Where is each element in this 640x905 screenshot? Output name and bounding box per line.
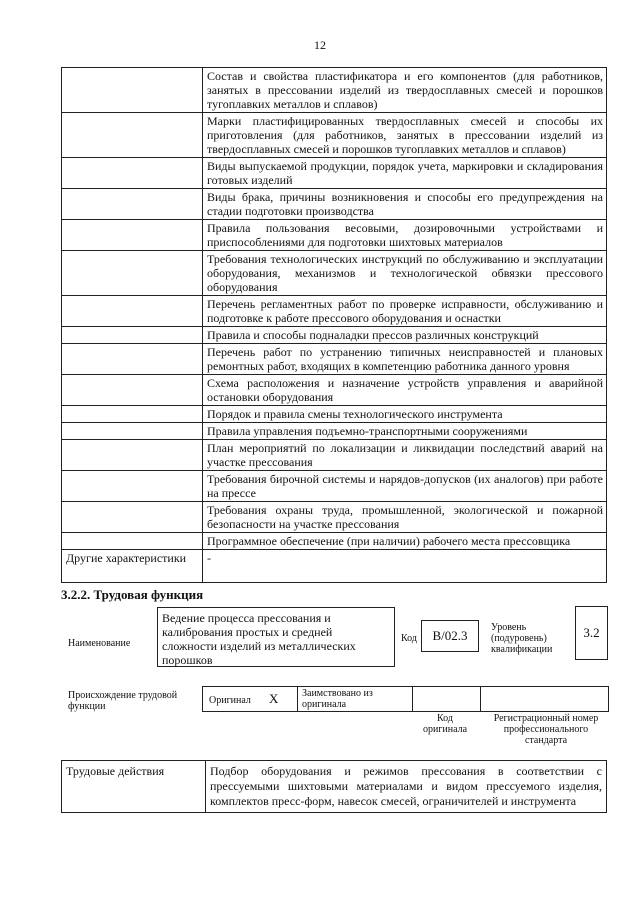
labor-actions-value: Подбор оборудования и режимов прессования в соответствии с прессуемыми шихтовыми материалами и видом прессуемого изделия, комплектов пресс-форм, навесок смесей, ограничителей и инструмента (206, 761, 607, 813)
knowledge-row (62, 406, 607, 423)
knowledge-label-cell (62, 423, 203, 440)
code-original-cell (412, 686, 481, 712)
knowledge-item: Схема расположения и назначение устройств управления и аварийной остановки оборудования (203, 375, 607, 406)
knowledge-row (62, 502, 607, 533)
knowledge-row (62, 296, 607, 327)
knowledge-row (62, 440, 607, 471)
knowledge-item: Требования охраны труда, промышленной, экологической и пожарной безопасности на участке прессования (203, 502, 607, 533)
reg-number-label: Регистрационный номер профессионального стандарта (493, 713, 599, 746)
knowledge-label-cell (62, 327, 203, 344)
origin-label: Происхождение трудовой функции (68, 690, 178, 712)
knowledge-row (62, 220, 607, 251)
code-label: Код (401, 633, 417, 644)
knowledge-row (62, 344, 607, 375)
knowledge-item: Правила управления подъемно-транспортными сооружениями (203, 423, 607, 440)
knowledge-row (62, 471, 607, 502)
knowledge-item: Марки пластифицированных твердосплавных смесей и способы их приготовления (для работников, занятых в прессовании изделий из твердосплавных смесей и порошков тугоплавких металлов и сплавов) (203, 113, 607, 158)
name-label: Наименование (68, 638, 131, 649)
knowledge-item: Виды брака, причины возникновения и способы его предупреждения на стадии подготовки производства (203, 189, 607, 220)
knowledge-row (62, 189, 607, 220)
labor-actions-label: Трудовые действия (62, 761, 206, 813)
qualification-level-box: 3.2 (575, 606, 608, 660)
function-code-box: В/02.3 (421, 620, 479, 652)
labor-actions-row (62, 761, 607, 813)
knowledge-row (62, 251, 607, 296)
knowledge-label-cell (62, 471, 203, 502)
knowledge-row (62, 375, 607, 406)
original-mark: X (269, 691, 279, 706)
knowledge-label-cell (62, 502, 203, 533)
knowledge-item: Правила пользования весовыми, дозировочными устройствами и приспособлениями для подготовки шихтовых материалов (203, 220, 607, 251)
labor-actions-table (61, 760, 607, 813)
code-original-label: Код оригинала (422, 713, 468, 735)
knowledge-row (62, 533, 607, 550)
knowledge-label-cell (62, 296, 203, 327)
knowledge-item: Перечень работ по устранению типичных неисправностей и плановых ремонтных работ, входящих в компетенцию работника данного уровня (203, 344, 607, 375)
knowledge-item: Правила и способы подналадки прессов различных конструкций (203, 327, 607, 344)
other-characteristics-row (62, 550, 607, 583)
section-heading: 3.2.2. Трудовая функция (61, 587, 204, 602)
knowledge-label-cell (62, 533, 203, 550)
knowledge-label-cell (62, 251, 203, 296)
borrowed-cell (297, 686, 413, 712)
knowledge-label-cell (62, 406, 203, 423)
knowledge-row (62, 68, 607, 113)
knowledge-item: Порядок и правила смены технологического инструмента (203, 406, 607, 423)
other-characteristics-value: - (203, 550, 607, 583)
knowledge-label-cell (62, 189, 203, 220)
knowledge-label-cell (62, 440, 203, 471)
knowledge-table (61, 67, 607, 583)
borrowed-label: Заимствовано из оригинала (302, 688, 373, 710)
other-characteristics-label: Другие характеристики (62, 550, 203, 583)
knowledge-row (62, 158, 607, 189)
page-number: 12 (314, 38, 326, 52)
knowledge-item: Требования технологических инструкций по обслуживанию и эксплуатации оборудования, механизмов и технологической обвязки прессового оборудования (203, 251, 607, 296)
knowledge-label-cell (62, 158, 203, 189)
knowledge-label-cell (62, 113, 203, 158)
knowledge-label-cell (62, 344, 203, 375)
original-cell (202, 686, 298, 712)
knowledge-row (62, 423, 607, 440)
knowledge-label-cell (62, 68, 203, 113)
knowledge-label-cell (62, 375, 203, 406)
original-label: Оригинал (209, 695, 251, 706)
knowledge-item: Виды выпускаемой продукции, порядок учета, маркировки и складирования готовых изделий (203, 158, 607, 189)
knowledge-row (62, 113, 607, 158)
level-label: Уровень (подуровень) квалификации (491, 622, 553, 655)
function-name-box: Ведение процесса прессования и калибрования простых и средней сложности изделий из металлических порошков (157, 607, 395, 667)
knowledge-row (62, 327, 607, 344)
knowledge-item: Требования бирочной системы и нарядов-допусков (их аналогов) при работе на прессе (203, 471, 607, 502)
knowledge-item: Программное обеспечение (при наличии) рабочего места прессовщика (203, 533, 607, 550)
knowledge-item: Состав и свойства пластификатора и его компонентов (для работников, занятых в прессовании изделий из твердосплавных смесей и порошков тугоплавких металлов и сплавов) (203, 68, 607, 113)
knowledge-item: Перечень регламентных работ по проверке исправности, обслуживанию и подготовке к работе прессового оборудования и оснастки (203, 296, 607, 327)
knowledge-label-cell (62, 220, 203, 251)
reg-number-cell (480, 686, 609, 712)
knowledge-item: План мероприятий по локализации и ликвидации последствий аварий на участке прессования (203, 440, 607, 471)
